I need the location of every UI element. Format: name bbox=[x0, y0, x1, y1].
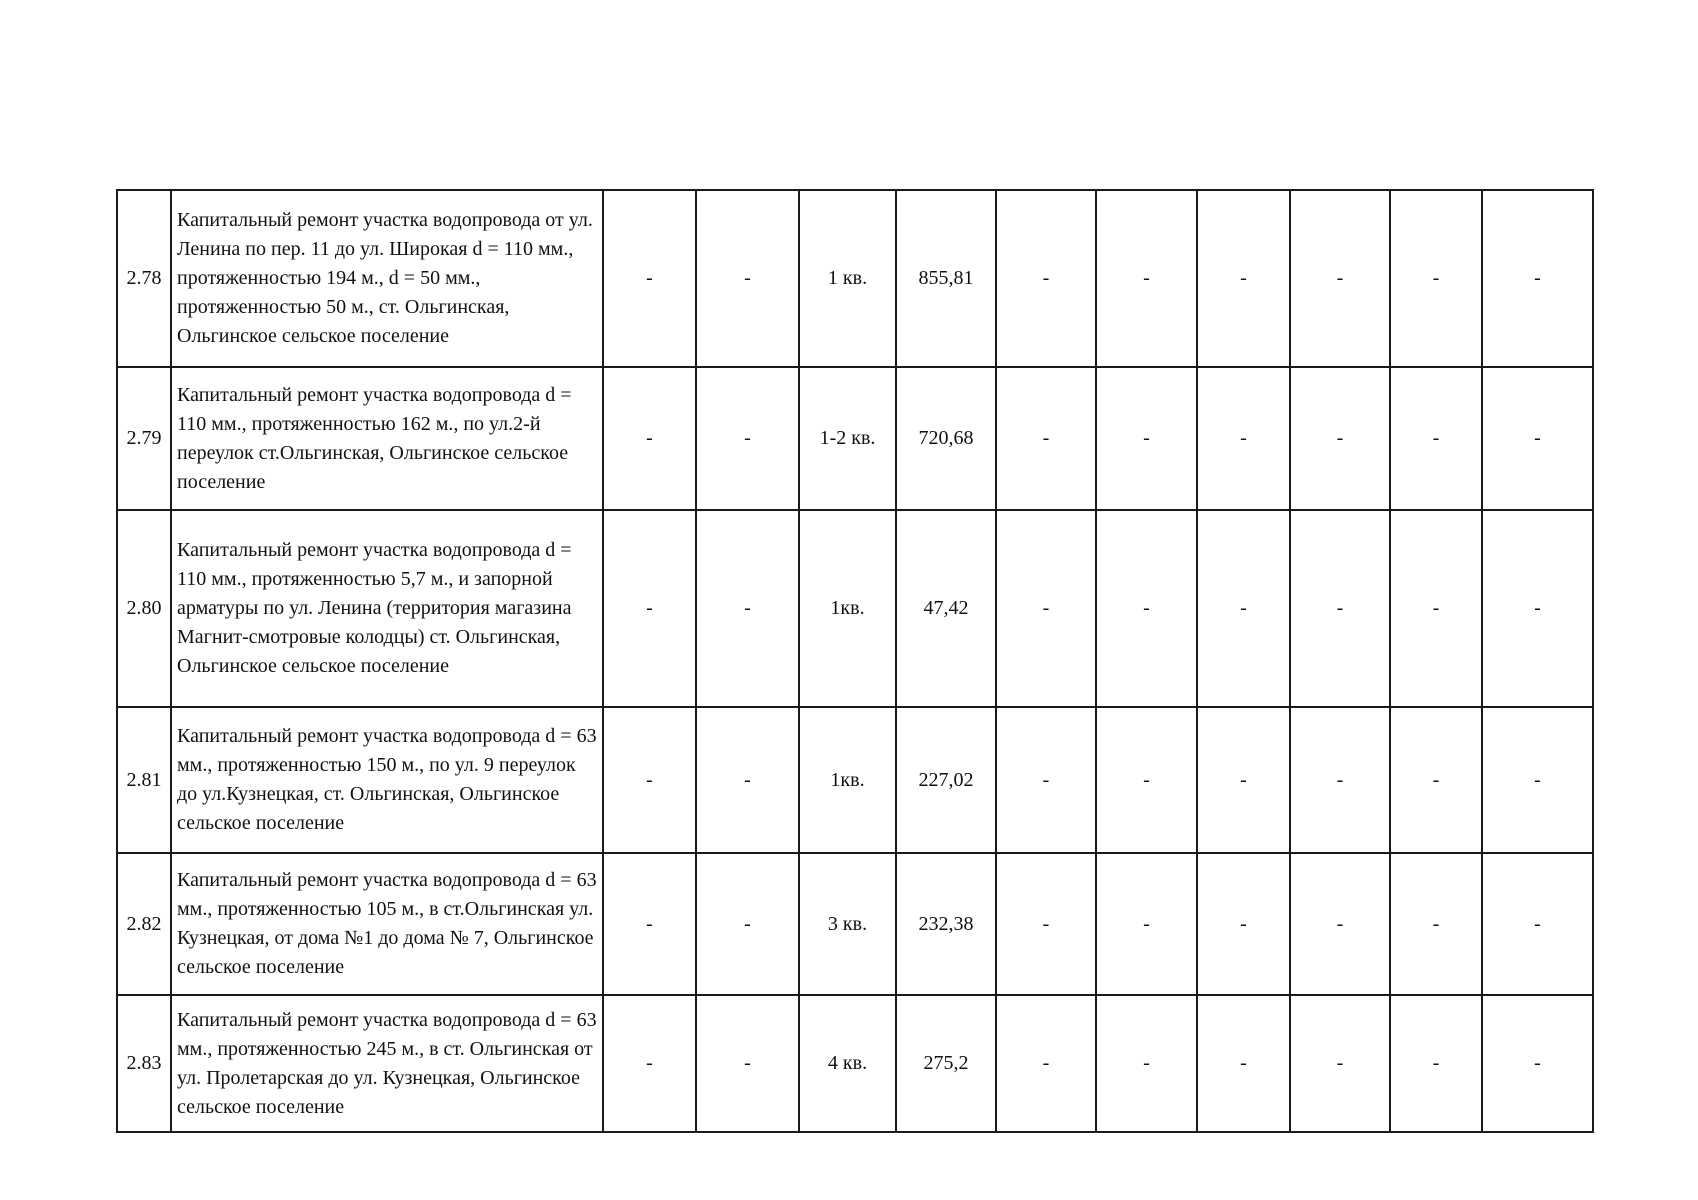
work-description: Капитальный ремонт участка водопровода d = 110 мм., протяженностью 162 м., по ул.2-й переулок ст.Ольгинская, Ольгинское сельское поселение bbox=[171, 367, 603, 510]
table-row bbox=[117, 190, 1593, 367]
table-row bbox=[117, 510, 1593, 707]
cell-amount: 275,2 bbox=[896, 995, 996, 1132]
cell-col-11: - bbox=[1390, 190, 1482, 367]
cell-col-3: - bbox=[603, 510, 696, 707]
cell-period: 1кв. bbox=[799, 707, 896, 853]
cell-col-11: - bbox=[1390, 510, 1482, 707]
cell-period: 3 кв. bbox=[799, 853, 896, 995]
cell-amount: 227,02 bbox=[896, 707, 996, 853]
cell-col-10: - bbox=[1290, 367, 1390, 510]
cell-col-8: - bbox=[1096, 190, 1197, 367]
cell-col-4: - bbox=[696, 190, 799, 367]
cell-col-10: - bbox=[1290, 510, 1390, 707]
row-number: 2.78 bbox=[117, 190, 171, 367]
cell-amount: 47,42 bbox=[896, 510, 996, 707]
cell-col-8: - bbox=[1096, 367, 1197, 510]
cell-col-11: - bbox=[1390, 853, 1482, 995]
row-number: 2.82 bbox=[117, 853, 171, 995]
cell-col-7: - bbox=[996, 190, 1096, 367]
cell-col-3: - bbox=[603, 995, 696, 1132]
work-description: Капитальный ремонт участка водопровода d = 110 мм., протяженностью 5,7 м., и запорной арматуры по ул. Ленина (территория магазина Магнит-смотровые колодцы) ст. Ольгинская, Ольгинское сельское поселение bbox=[171, 510, 603, 707]
cell-amount: 720,68 bbox=[896, 367, 996, 510]
cell-col-9: - bbox=[1197, 995, 1290, 1132]
cell-col-7: - bbox=[996, 995, 1096, 1132]
cell-col-9: - bbox=[1197, 367, 1290, 510]
cell-col-10: - bbox=[1290, 853, 1390, 995]
cell-col-3: - bbox=[603, 367, 696, 510]
cell-col-4: - bbox=[696, 707, 799, 853]
cell-col-12: - bbox=[1482, 995, 1593, 1132]
cell-col-4: - bbox=[696, 367, 799, 510]
cell-col-9: - bbox=[1197, 190, 1290, 367]
cell-col-7: - bbox=[996, 510, 1096, 707]
cell-col-12: - bbox=[1482, 367, 1593, 510]
cell-col-9: - bbox=[1197, 853, 1290, 995]
cell-col-8: - bbox=[1096, 995, 1197, 1132]
row-number: 2.80 bbox=[117, 510, 171, 707]
cell-col-11: - bbox=[1390, 367, 1482, 510]
cell-col-8: - bbox=[1096, 853, 1197, 995]
row-number: 2.79 bbox=[117, 367, 171, 510]
cell-period: 1-2 кв. bbox=[799, 367, 896, 510]
row-number: 2.83 bbox=[117, 995, 171, 1132]
cell-col-10: - bbox=[1290, 190, 1390, 367]
cell-col-10: - bbox=[1290, 995, 1390, 1132]
work-description: Капитальный ремонт участка водопровода d = 63 мм., протяженностью 105 м., в ст.Ольгинская ул. Кузнецкая, от дома №1 до дома № 7, Ольгинское сельское поселение bbox=[171, 853, 603, 995]
cell-col-4: - bbox=[696, 853, 799, 995]
row-number: 2.81 bbox=[117, 707, 171, 853]
cell-col-7: - bbox=[996, 367, 1096, 510]
cell-col-8: - bbox=[1096, 707, 1197, 853]
table-row bbox=[117, 367, 1593, 510]
cell-amount: 855,81 bbox=[896, 190, 996, 367]
cell-col-12: - bbox=[1482, 190, 1593, 367]
cell-amount: 232,38 bbox=[896, 853, 996, 995]
work-description: Капитальный ремонт участка водопровода d = 63 мм., протяженностью 245 м., в ст. Ольгинская от ул. Пролетарская до ул. Кузнецкая, Ольгинское сельское поселение bbox=[171, 995, 603, 1132]
cell-col-10: - bbox=[1290, 707, 1390, 853]
cell-col-11: - bbox=[1390, 995, 1482, 1132]
cell-col-4: - bbox=[696, 995, 799, 1132]
works-table bbox=[116, 189, 1594, 1133]
cell-col-3: - bbox=[603, 853, 696, 995]
table-row bbox=[117, 995, 1593, 1132]
cell-col-3: - bbox=[603, 190, 696, 367]
cell-col-7: - bbox=[996, 853, 1096, 995]
work-description: Капитальный ремонт участка водопровода d = 63 мм., протяженностью 150 м., по ул. 9 переулок до ул.Кузнецкая, ст. Ольгинская, Ольгинское сельское поселение bbox=[171, 707, 603, 853]
cell-col-12: - bbox=[1482, 510, 1593, 707]
work-description: Капитальный ремонт участка водопровода от ул. Ленина по пер. 11 до ул. Широкая d = 110 мм., протяженностью 194 м., d = 50 мм., протяженностью 50 м., ст. Ольгинская, Ольгинское сельское поселение bbox=[171, 190, 603, 367]
cell-col-9: - bbox=[1197, 707, 1290, 853]
cell-col-9: - bbox=[1197, 510, 1290, 707]
cell-period: 1кв. bbox=[799, 510, 896, 707]
cell-col-11: - bbox=[1390, 707, 1482, 853]
cell-col-8: - bbox=[1096, 510, 1197, 707]
cell-period: 1 кв. bbox=[799, 190, 896, 367]
cell-col-12: - bbox=[1482, 707, 1593, 853]
table-row bbox=[117, 853, 1593, 995]
cell-col-3: - bbox=[603, 707, 696, 853]
cell-col-7: - bbox=[996, 707, 1096, 853]
cell-col-12: - bbox=[1482, 853, 1593, 995]
cell-period: 4 кв. bbox=[799, 995, 896, 1132]
cell-col-4: - bbox=[696, 510, 799, 707]
table-row bbox=[117, 707, 1593, 853]
